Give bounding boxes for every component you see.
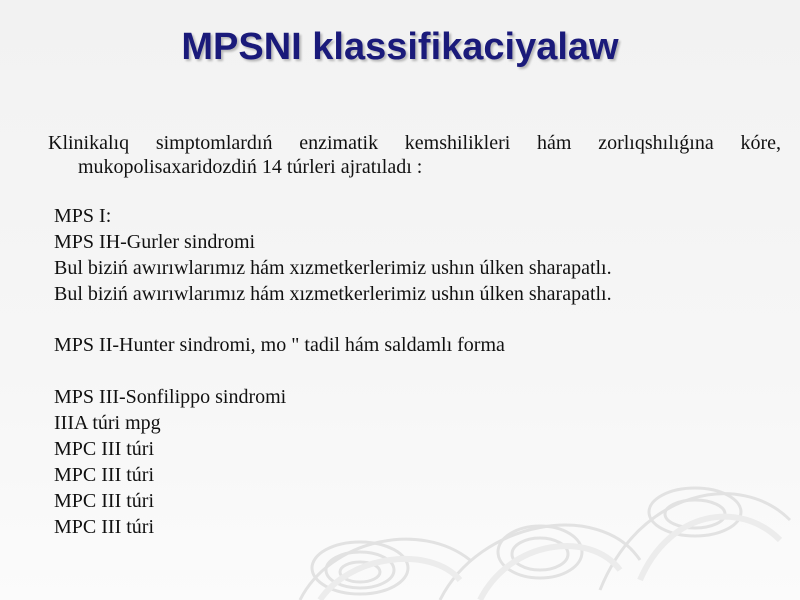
list-item: MPC III túri [54, 489, 154, 512]
intro-paragraph: Klinikalıq simptomlardıń enzimatik kemshilikleri hám zorlıqshılıǵına kóre, mukopolisaxaridozdiń 14 túrleri ajratıladı : [48, 132, 781, 178]
list-item: Bul biziń awırıwlarımız hám xızmetkerlerimiz ushın úlken sharapatlı. [54, 282, 612, 305]
list-item: MPC III túri [54, 463, 154, 486]
blank-line [54, 308, 774, 334]
list-item: MPC III túri [54, 438, 154, 461]
list-item: MPS IH-Gurler sindromi [54, 230, 256, 253]
list-item: Bul biziń awırıwlarımız hám xızmetkerlerimiz ushın úlken sharapatlı. [54, 256, 612, 279]
list-item: IIIA túri mpg [54, 412, 161, 435]
list-item: MPC III túri [54, 515, 154, 538]
blank-line [54, 359, 774, 385]
slide-title: MPSNI klassifikaciyalaw [181, 26, 619, 68]
list-item: MPS III-Sonfilippo sindromi [54, 386, 287, 409]
list-item: MPS II-Hunter sindromi, mo " tadil hám saldamlı forma [54, 334, 505, 357]
list-item: MPS I: [54, 205, 112, 227]
classification-list [54, 204, 774, 541]
